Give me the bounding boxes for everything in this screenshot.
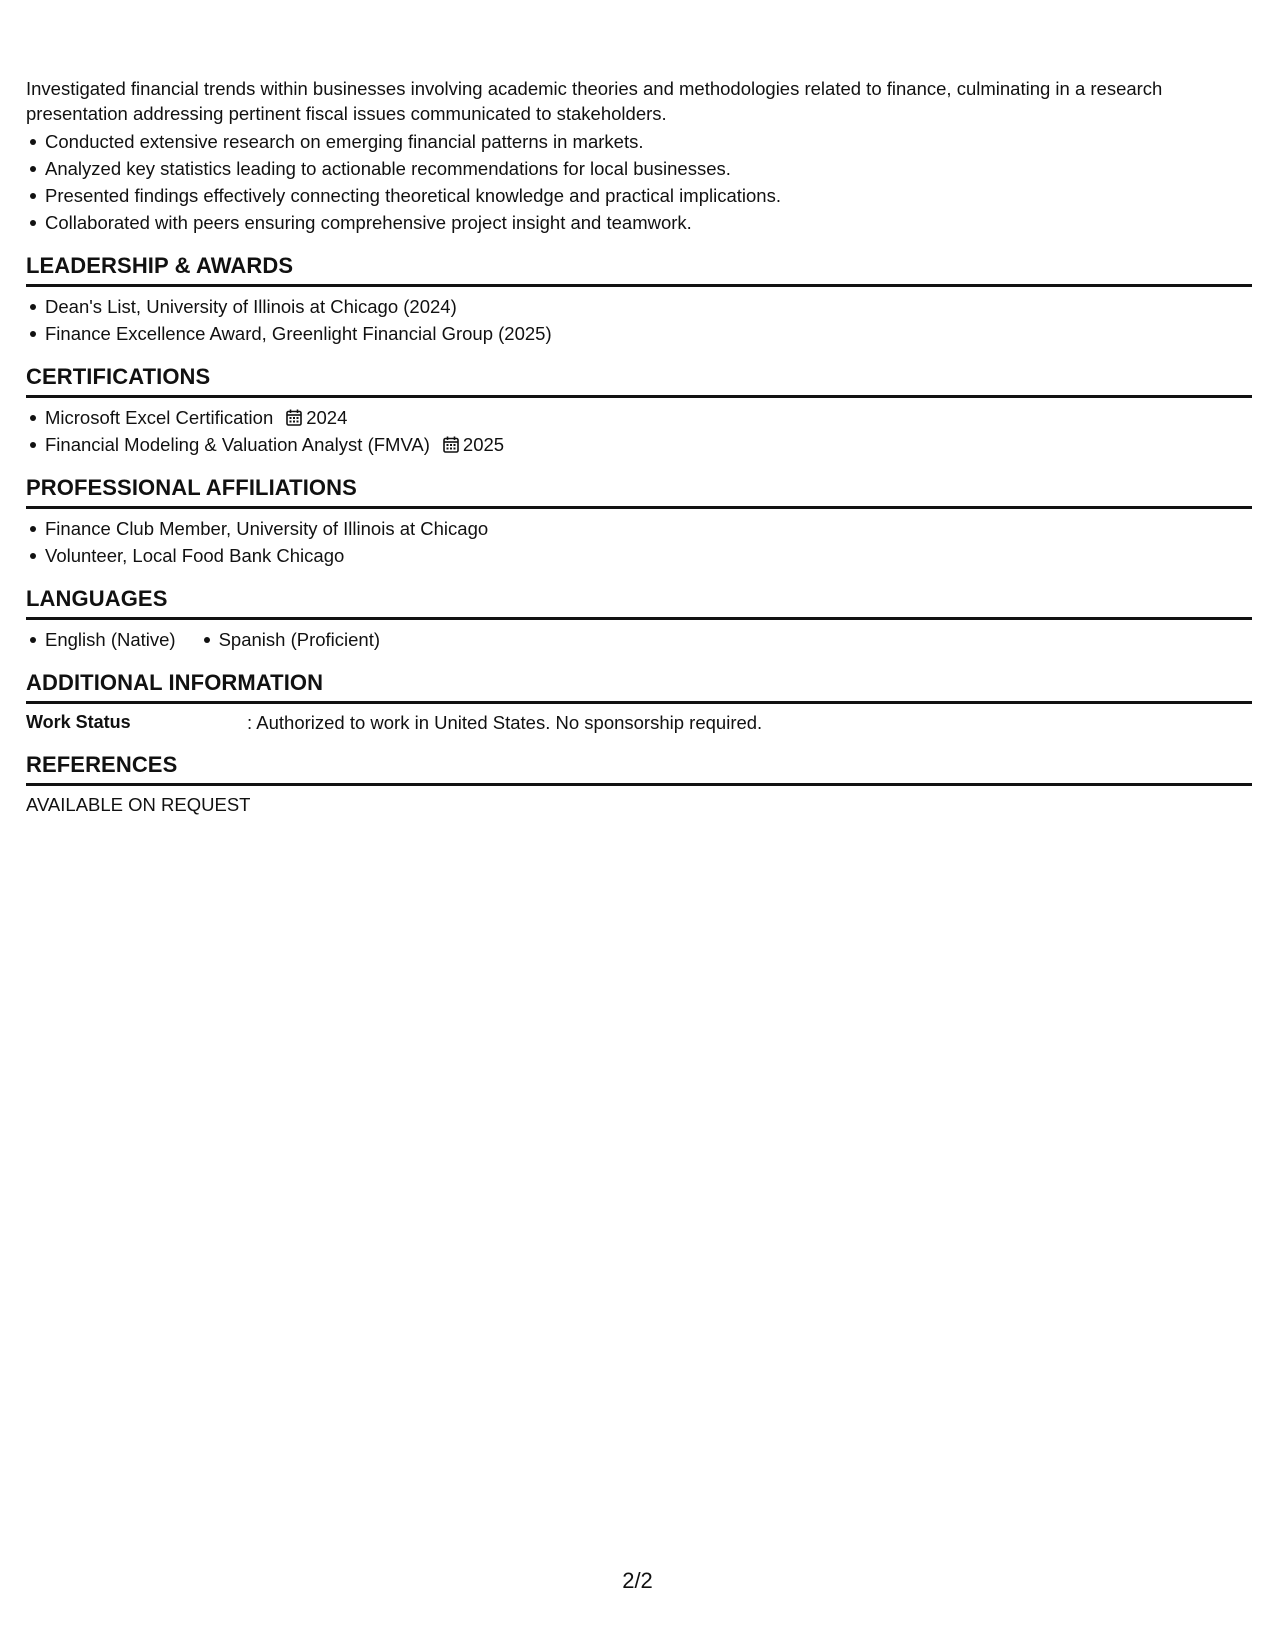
project-description: Investigated financial trends within businesses involving academic theories and methodologies related to finance, culminating in a research presentation addressing pertinent fiscal issues communicated to stakeholders. bbox=[26, 78, 1163, 124]
affiliations-section bbox=[26, 474, 1252, 569]
list-item: Finance Club Member, University of Illinois at Chicago bbox=[26, 515, 1252, 542]
certifications-list bbox=[26, 404, 1252, 458]
section-title-affiliations: PROFESSIONAL AFFILIATIONS bbox=[26, 474, 1252, 509]
certification-name: Microsoft Excel Certification bbox=[45, 407, 274, 428]
work-status-label: Work Status bbox=[26, 712, 131, 732]
list-item: Analyzed key statistics leading to actionable recommendations for local businesses. bbox=[26, 155, 1252, 182]
work-status-row bbox=[26, 710, 1252, 735]
leadership-section bbox=[26, 252, 1252, 347]
additional-info-section bbox=[26, 669, 1252, 735]
calendar-icon bbox=[286, 409, 302, 426]
list-item: Dean's List, University of Illinois at Chicago (2024) bbox=[26, 293, 1252, 320]
list-item: Spanish (Proficient) bbox=[200, 626, 380, 653]
languages-list bbox=[26, 626, 1252, 653]
certification-name: Financial Modeling & Valuation Analyst (FMVA) bbox=[45, 434, 430, 455]
certifications-section bbox=[26, 363, 1252, 458]
certification-year: 2024 bbox=[306, 407, 348, 428]
certification-year: 2025 bbox=[462, 434, 505, 455]
section-title-languages: LANGUAGES bbox=[26, 585, 1252, 620]
references-text: AVAILABLE ON REQUEST bbox=[26, 794, 251, 815]
list-item: Collaborated with peers ensuring comprehensive project insight and teamwork. bbox=[26, 209, 1252, 236]
list-item: Finance Excellence Award, Greenlight Financial Group (2025) bbox=[26, 320, 1252, 347]
certification-date bbox=[286, 404, 347, 431]
certification-date bbox=[443, 431, 504, 458]
list-item bbox=[26, 404, 1252, 431]
list-item: Presented findings effectively connecting theoretical knowledge and practical implications. bbox=[26, 182, 1252, 209]
section-title-leadership: LEADERSHIP & AWARDS bbox=[26, 252, 1252, 287]
references-section bbox=[26, 751, 1252, 817]
leadership-list bbox=[26, 293, 1252, 347]
section-title-references: REFERENCES bbox=[26, 751, 1252, 786]
section-title-certifications: CERTIFICATIONS bbox=[26, 363, 1252, 398]
section-title-additional: ADDITIONAL INFORMATION bbox=[26, 669, 1252, 704]
project-bullets bbox=[26, 128, 1252, 236]
affiliations-list bbox=[26, 515, 1252, 569]
page-number: 2/2 bbox=[622, 1568, 653, 1593]
list-item: English (Native) bbox=[26, 626, 176, 653]
calendar-icon bbox=[443, 436, 459, 453]
list-item: Conducted extensive research on emerging financial patterns in markets. bbox=[26, 128, 1252, 155]
resume-page bbox=[26, 76, 1252, 817]
languages-section bbox=[26, 585, 1252, 653]
list-item bbox=[26, 431, 1252, 458]
list-item: Volunteer, Local Food Bank Chicago bbox=[26, 542, 1252, 569]
work-status-value: : Authorized to work in United States. No sponsorship required. bbox=[247, 712, 763, 733]
